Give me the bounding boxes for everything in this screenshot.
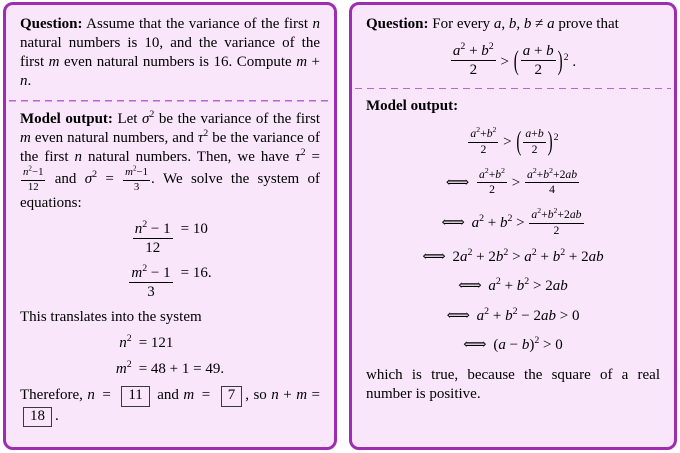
math-var: b xyxy=(508,16,517,32)
iff-arrow: ⇐⇒ xyxy=(422,249,444,266)
math-var: m xyxy=(115,361,127,378)
big-paren: ( xyxy=(513,47,519,78)
right-model-output-label: Model output: xyxy=(366,98,459,115)
fraction-numerator: $m^2-1$ xyxy=(125,164,148,179)
boxed-answer: 18 xyxy=(23,407,52,427)
math-var: a xyxy=(547,16,555,32)
fraction-denominator: 2 xyxy=(477,182,507,197)
boxed-answer: 11 xyxy=(121,386,149,406)
fraction-denominator: 2 xyxy=(521,60,556,78)
superscript: 2 xyxy=(460,41,466,53)
inline-math xyxy=(142,111,154,127)
math-var: a xyxy=(498,336,506,353)
fraction-denominator: 2 xyxy=(523,142,545,157)
superscript: 2 xyxy=(142,218,148,230)
math-var: b xyxy=(499,214,508,231)
left-model-output-paragraph: Model output: Let $\sigma^2$ be the variance of the first m even natural numbers, and $\tau^2$ be the variance of the first n natural numbers. Then, we have $\tau^2$ = $\frac{n^2-1}{12}$ and $\sigma^2$ = $\frac{m^2-1}{3}$ . We solve the system of equations: xyxy=(20,109,320,211)
math-var: a xyxy=(524,249,532,266)
math-var: m xyxy=(131,265,143,282)
inline-math: m + n xyxy=(20,54,320,90)
superscript: 2 xyxy=(467,247,473,259)
superscript: 2 xyxy=(549,165,553,175)
equation-lhs xyxy=(116,361,132,378)
superscript: 2 xyxy=(488,41,494,53)
superscript: 2 xyxy=(28,164,32,173)
math-var: a xyxy=(488,278,496,295)
fraction-numerator: $n^2-1$ xyxy=(23,164,44,179)
iff-arrow: ⇐⇒ xyxy=(445,174,468,191)
iff-arrow: ⇐⇒ xyxy=(446,307,469,324)
left-equation-group-1 xyxy=(6,218,334,301)
fraction xyxy=(522,128,546,156)
equation-lhs xyxy=(128,218,173,256)
math-var: b xyxy=(495,249,504,266)
math-var: a xyxy=(452,43,461,60)
math-var: b xyxy=(521,336,530,353)
superscript: 2 xyxy=(479,212,485,224)
math-var: m xyxy=(48,54,60,71)
math-var: n xyxy=(20,73,28,90)
iff-arrow: ⇐⇒ xyxy=(463,336,485,353)
fraction xyxy=(20,164,46,193)
fraction xyxy=(128,265,173,300)
superscript: 2 xyxy=(534,334,540,346)
math-var: a xyxy=(459,249,468,266)
fraction-numerator: $a^2+b^2+2ab$ xyxy=(531,206,582,221)
math-var: n xyxy=(23,166,29,179)
superscript: 2 xyxy=(476,125,481,135)
derivation-line: ⇐⇒ $(a - b)^2 > 0$ xyxy=(463,334,563,353)
math-var: a xyxy=(569,207,576,221)
math-var: n xyxy=(87,387,95,404)
math-var: a xyxy=(525,127,532,141)
fraction-numerator: $a^2+b^2+2ab$ xyxy=(526,165,578,181)
math-var: n xyxy=(312,16,320,32)
inline-math: m = xyxy=(183,387,211,404)
superscript: 2 xyxy=(553,132,559,144)
right-question-paragraph: Question: For every a, b, b ≠ a prove that xyxy=(366,16,619,32)
math-var: b xyxy=(495,167,502,181)
fraction xyxy=(524,165,580,197)
superscript: 2 xyxy=(142,263,148,275)
math-var: a xyxy=(476,307,485,324)
equation-rhs: = 10 xyxy=(180,220,208,237)
math-var: b xyxy=(486,127,493,141)
math-var: b xyxy=(543,167,550,181)
bold-label: Question: xyxy=(366,16,429,32)
fraction xyxy=(476,165,508,197)
equation-rhs: = 121 xyxy=(138,335,174,352)
right-question-display-equation: $\frac{a^2 + b^2}{2}$ > ( $\frac{a + b}{2}$ )$^2$ . xyxy=(352,43,674,78)
inline-math: $\tau^2$ = $\frac{n^2-1}{12}$ xyxy=(20,149,320,187)
superscript: 2 xyxy=(126,359,132,371)
math-var: a xyxy=(479,167,485,181)
math-var: n xyxy=(271,387,279,404)
derivation-line: ⇐⇒ $\frac{a^2+b^2}{2}$ > $\frac{a^2+b^2+2ab}{4}$ xyxy=(352,169,674,197)
superscript: 2 xyxy=(484,305,490,317)
fraction xyxy=(528,206,584,237)
inline-math xyxy=(49,54,60,70)
math-var: a xyxy=(540,307,549,324)
math-var: b xyxy=(523,16,532,32)
inline-math xyxy=(75,149,83,165)
derivation-line: ⇐⇒ $a^2 + b^2$ > $\frac{a^2+b^2+2ab}{2}$ xyxy=(352,209,674,237)
superscript: 2 xyxy=(149,109,155,121)
big-paren: ( xyxy=(516,127,522,158)
math-var: b xyxy=(575,207,582,221)
superscript: 2 xyxy=(537,206,542,216)
derivation-line: ⇐⇒ $2a^2 + 2b^2 > a^2 + b^2 + 2ab$ xyxy=(422,247,604,266)
math-var: n xyxy=(74,149,82,166)
left-equation-group-2 xyxy=(6,335,334,378)
inline-math xyxy=(198,130,208,146)
fraction-denominator: 12 xyxy=(21,180,45,194)
math-var: a xyxy=(526,167,533,181)
math-var: a xyxy=(470,127,477,141)
superscript: 2 xyxy=(507,212,513,224)
right-conclusion-paragraph: which is true, because the square of a real number is positive. xyxy=(366,367,660,403)
fraction-denominator: 3 xyxy=(123,180,150,194)
fraction-numerator: $a^2 + b^2$ xyxy=(452,41,494,60)
inline-math: a, b, b ≠ a xyxy=(493,16,555,32)
iff-arrow: ⇐⇒ xyxy=(458,278,480,295)
fraction xyxy=(132,218,174,256)
superscript: 2 xyxy=(203,128,209,140)
superscript: 2 xyxy=(92,169,98,181)
math-var: b xyxy=(537,127,544,141)
inline-math xyxy=(313,16,321,32)
inline-math xyxy=(20,130,31,146)
fraction-denominator: 12 xyxy=(133,238,173,256)
math-var: b xyxy=(548,307,556,324)
equation-lhs xyxy=(128,265,173,300)
fraction-numerator: $a^2+b^2$ xyxy=(479,165,505,181)
superscript: 2 xyxy=(126,333,132,345)
fraction-numerator: $n^2 - 1$ xyxy=(134,218,171,237)
math-var: m xyxy=(125,166,133,179)
equation-lhs xyxy=(116,335,132,352)
left-question-answer-separator xyxy=(9,100,331,102)
fraction-denominator: 2 xyxy=(529,223,583,238)
math-var: σ xyxy=(142,111,150,128)
math-var: m xyxy=(20,130,31,147)
math-var: b xyxy=(596,249,604,266)
superscript: 2 xyxy=(531,247,537,259)
math-var: b xyxy=(547,207,554,221)
fraction-numerator: $a^2+b^2$ xyxy=(470,125,497,141)
equation-rhs: = 48 + 1 = 49. xyxy=(138,361,225,378)
math-var: b xyxy=(516,278,525,295)
math-var: a xyxy=(471,214,480,231)
math-var: a xyxy=(522,43,531,60)
fraction xyxy=(467,125,499,157)
right-derivation-lines xyxy=(352,125,674,354)
fraction-numerator: $m^2 - 1$ xyxy=(131,263,171,282)
equation-rhs: = 16. xyxy=(180,265,212,282)
inline-math: $\sigma^2$ = $\frac{m^2-1}{3}$ xyxy=(85,171,151,187)
superscript: 2 xyxy=(300,147,306,159)
derivation-line: ⇐⇒ $a^2 + b^2 > 2ab$ xyxy=(458,276,568,295)
fraction-denominator: 3 xyxy=(129,282,172,300)
math-var: a xyxy=(588,249,597,266)
fraction xyxy=(520,43,557,78)
superscript: 2 xyxy=(532,165,537,175)
fraction xyxy=(122,164,151,193)
fraction xyxy=(450,43,497,78)
math-var: a xyxy=(531,207,538,221)
math-var: a xyxy=(552,278,561,295)
boxed-answer: 7 xyxy=(221,386,243,406)
math-var: a xyxy=(493,16,502,32)
left-conclusion-paragraph: Therefore, n = 11 and m = 7 , so n + m =18 . xyxy=(6,386,334,427)
superscript: 2 xyxy=(512,305,518,317)
superscript: 2 xyxy=(132,164,137,173)
superscript: 2 xyxy=(492,125,497,135)
inline-math: n + m = xyxy=(271,387,321,404)
math-var: b xyxy=(481,43,489,60)
math-var: n xyxy=(119,335,127,352)
bold-label: Question: xyxy=(20,16,83,32)
fraction-denominator: 2 xyxy=(451,60,496,78)
math-var: b xyxy=(546,43,554,60)
math-var: b xyxy=(552,249,561,266)
math-var: τ xyxy=(197,130,204,147)
right-question-answer-separator xyxy=(355,87,671,89)
math-var: m xyxy=(296,54,308,71)
math-var: b xyxy=(571,167,578,181)
big-paren: ) xyxy=(557,47,563,78)
superscript: 2 xyxy=(484,165,489,175)
bold-label: Model output: xyxy=(20,111,113,128)
derivation-line: $\frac{a^2+b^2}{2}$ > ( $\frac{a+b}{2}$ )$^2$ xyxy=(352,128,674,156)
math-var: τ xyxy=(295,149,301,166)
left-example-card xyxy=(3,2,337,450)
superscript: 2 xyxy=(553,206,558,216)
superscript: 2 xyxy=(563,51,569,63)
superscript: 2 xyxy=(560,247,566,259)
math-var: m xyxy=(183,387,195,404)
math-var: b xyxy=(560,278,568,295)
inline-math: n = xyxy=(87,387,111,404)
math-var: σ xyxy=(84,171,93,188)
superscript: 2 xyxy=(495,276,501,288)
math-var: b xyxy=(505,307,513,324)
math-var: m xyxy=(296,387,308,404)
superscript: 2 xyxy=(503,247,509,259)
derivation-line: ⇐⇒ $a^2 + b^2 - 2ab > 0$ xyxy=(446,305,580,324)
left-between-text: This translates into the system xyxy=(20,309,202,326)
left-question-paragraph: Question: Assume that the variance of the first n natural numbers is 10, and the variance of the first m even natural numbers is 16. Compute m + n. xyxy=(20,16,320,90)
fraction-denominator: 4 xyxy=(525,182,579,197)
fraction-numerator: a+b xyxy=(525,127,544,141)
right-example-card xyxy=(349,2,677,450)
big-paren: ) xyxy=(547,127,553,158)
math-var: a xyxy=(565,167,572,181)
iff-arrow: ⇐⇒ xyxy=(441,214,464,231)
fraction-denominator: 2 xyxy=(468,142,498,157)
math-var: n xyxy=(134,220,143,237)
superscript: 2 xyxy=(501,165,505,175)
superscript: 2 xyxy=(524,276,530,288)
fraction-numerator: a + b xyxy=(522,43,554,60)
